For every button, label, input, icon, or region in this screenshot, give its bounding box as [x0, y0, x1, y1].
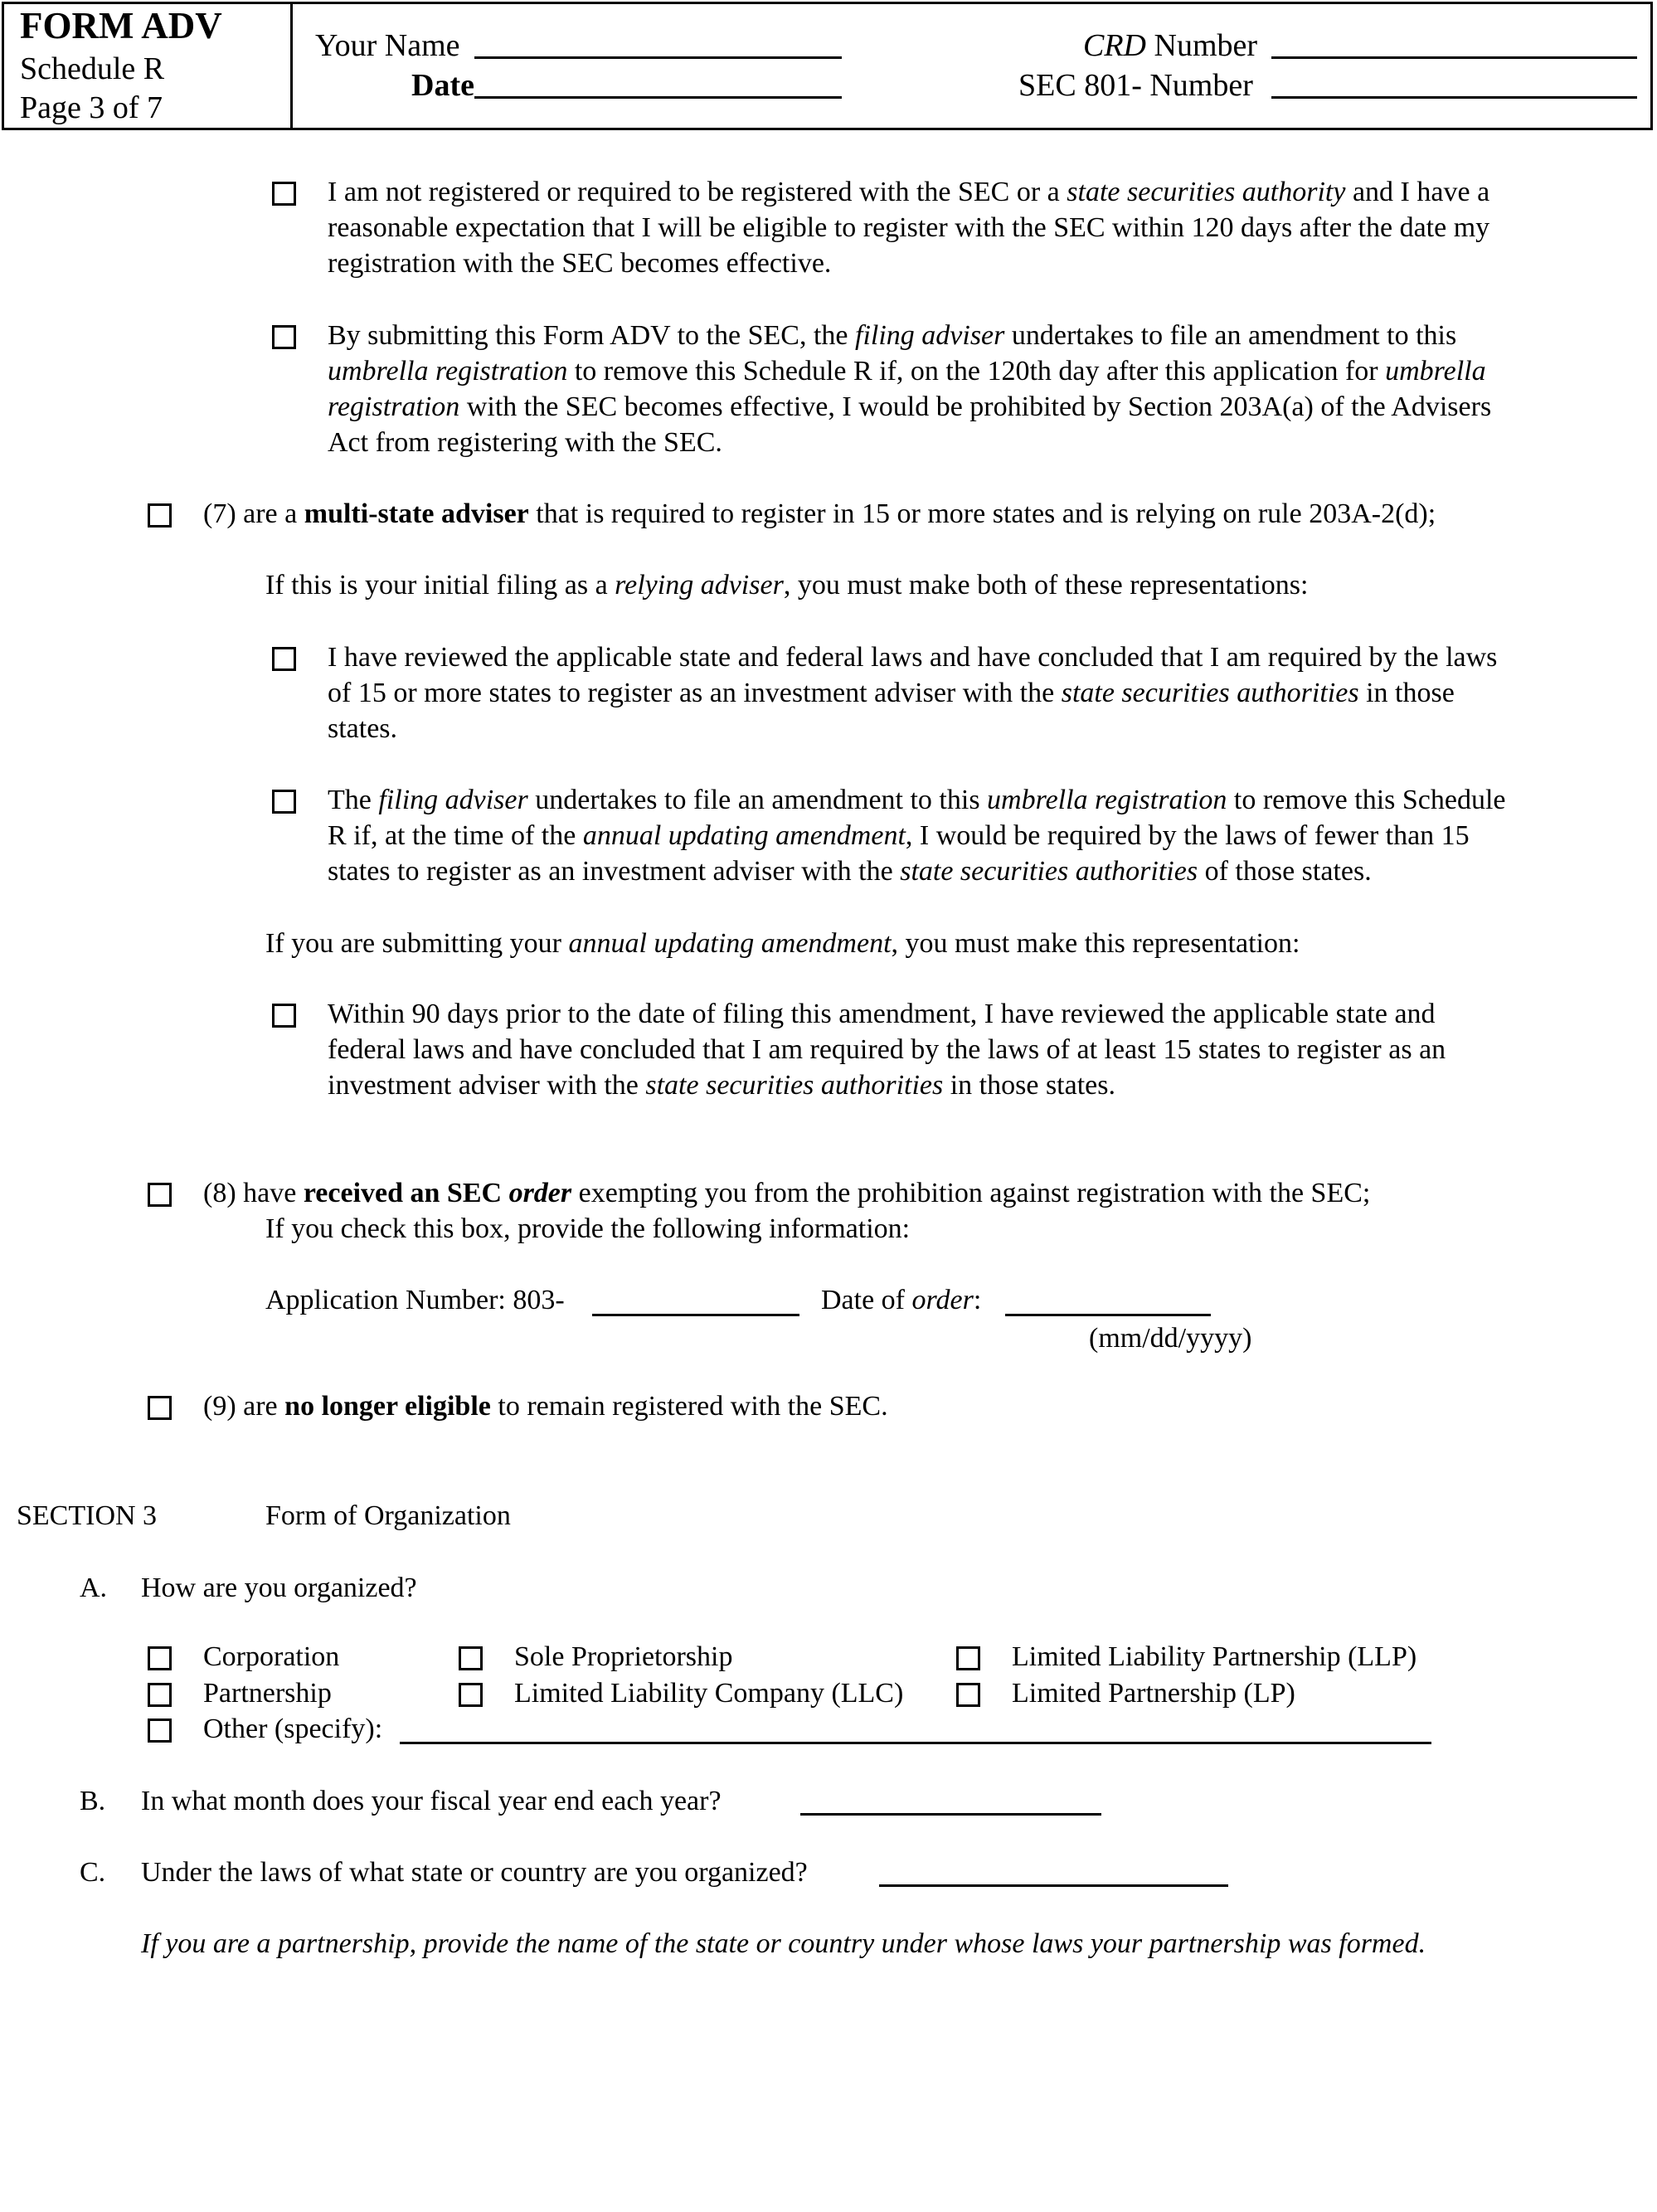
item6-rep1-text: I am not registered or required to be registered with the SEC or a state securities authority and I have a reasonable expectation that I will be eligible to register with the SEC within 120 days after the date my registration with the SEC becomes effective.	[328, 177, 1490, 279]
other-checkbox[interactable]	[148, 1719, 172, 1743]
llc-label: Limited Liability Company (LLC)	[514, 1678, 904, 1709]
item7-rep1-text: I have reviewed the applicable state and federal laws and have concluded that I am required by the laws of 15 or more states to register as an investment adviser with the state securities authorities in those states.	[328, 642, 1498, 744]
sole-proprietorship-checkbox[interactable]	[459, 1646, 483, 1670]
item7-initial-instruction: If this is your initial filing as a relying adviser, you must make both of these representations:	[265, 570, 1309, 600]
header-divider	[290, 2, 293, 130]
crd-number-label: CRD Number	[1083, 28, 1258, 63]
question-c-text: Under the laws of what state or country are you organized?	[141, 1857, 808, 1888]
corporation-label: Corporation	[203, 1641, 340, 1672]
partnership-note: If you are a partnership, provide the name of the state or country under whose laws your partnership was formed.	[141, 1928, 1426, 1959]
item7-rep2-text: The filing adviser undertakes to file an amendment to this umbrella registration to remove this Schedule R if, at the time of the annual updating amendment, I would be required by the laws of fewer than 15 states to register as an investment adviser with the state securities authorities of those states.	[328, 785, 1506, 887]
item9-text: (9) are no longer eligible to remain registered with the SEC.	[203, 1391, 888, 1422]
question-b-text: In what month does your fiscal year end each year?	[141, 1786, 722, 1816]
crd-number-field[interactable]	[1271, 56, 1637, 59]
item7-rep1-checkbox[interactable]	[272, 647, 296, 671]
section3-number: SECTION 3	[17, 1500, 158, 1531]
item7-annual-instruction: If you are submitting your annual updating amendment, you must make this representation:	[265, 928, 1300, 959]
item7-text: (7) are a multi-state adviser that is required to register in 15 or more states and is relying on rule 203A-2(d);	[203, 498, 1436, 529]
llp-label: Limited Liability Partnership (LLP)	[1012, 1641, 1417, 1672]
lp-checkbox[interactable]	[956, 1683, 980, 1707]
date-field[interactable]	[474, 96, 842, 99]
question-b-letter: B.	[80, 1786, 106, 1816]
item6-rep2-text: By submitting this Form ADV to the SEC, the filing adviser undertakes to file an amendment to this umbrella registration to remove this Schedule R if, on the 120th day after this application for umbrella registration with the SEC becomes effective, I would be prohibited by Section 203A(a) of the Advisers Act from registering with the SEC.	[328, 320, 1492, 458]
sec-number-label: SEC 801- Number	[1018, 68, 1253, 103]
state-country-field[interactable]	[879, 1884, 1228, 1887]
partnership-label: Partnership	[203, 1678, 332, 1709]
lp-label: Limited Partnership (LP)	[1012, 1678, 1295, 1709]
other-label: Other (specify):	[203, 1714, 383, 1744]
sec-number-field[interactable]	[1271, 96, 1637, 99]
schedule-label: Schedule R	[20, 51, 165, 86]
order-date-label: Date of order:	[821, 1285, 982, 1315]
llc-checkbox[interactable]	[459, 1683, 483, 1707]
item6-rep1-checkbox[interactable]	[272, 182, 296, 206]
item6-rep2-checkbox[interactable]	[272, 325, 296, 349]
form-header	[2, 2, 1653, 130]
item7-rep3-checkbox[interactable]	[272, 1004, 296, 1028]
item7-checkbox[interactable]	[148, 503, 172, 527]
item8-text: (8) have received an SEC order exempting you from the prohibition against registration with the SEC; If you check this box, provide the following information:	[203, 1178, 1371, 1244]
item7-rep2-checkbox[interactable]	[272, 790, 296, 814]
page-number: Page 3 of 7	[20, 90, 163, 125]
question-a-text: How are you organized?	[141, 1573, 417, 1603]
partnership-checkbox[interactable]	[148, 1683, 172, 1707]
your-name-label: Your Name	[315, 28, 460, 63]
order-date-field[interactable]	[1005, 1314, 1211, 1316]
question-c-letter: C.	[80, 1857, 106, 1888]
other-specify-field[interactable]	[400, 1742, 1431, 1744]
sole-proprietorship-label: Sole Proprietorship	[514, 1641, 733, 1672]
application-number-label: Application Number: 803-	[265, 1285, 565, 1315]
item7-rep3-text: Within 90 days prior to the date of filing this amendment, I have reviewed the applicable state and federal laws and have concluded that I am required by the laws of at least 15 states to register as an investment adviser with the state securities authorities in those states.	[328, 999, 1446, 1101]
your-name-field[interactable]	[474, 56, 842, 59]
item9-checkbox[interactable]	[148, 1396, 172, 1420]
section3-title: Form of Organization	[265, 1500, 511, 1531]
form-title: FORM ADV	[20, 5, 222, 46]
llp-checkbox[interactable]	[956, 1646, 980, 1670]
question-a-letter: A.	[80, 1573, 108, 1603]
corporation-checkbox[interactable]	[148, 1646, 172, 1670]
fiscal-year-end-field[interactable]	[800, 1813, 1101, 1816]
date-label: Date	[411, 68, 474, 103]
date-format-hint: (mm/dd/yyyy)	[1089, 1323, 1252, 1354]
application-number-field[interactable]	[592, 1314, 799, 1316]
item8-checkbox[interactable]	[148, 1183, 172, 1207]
